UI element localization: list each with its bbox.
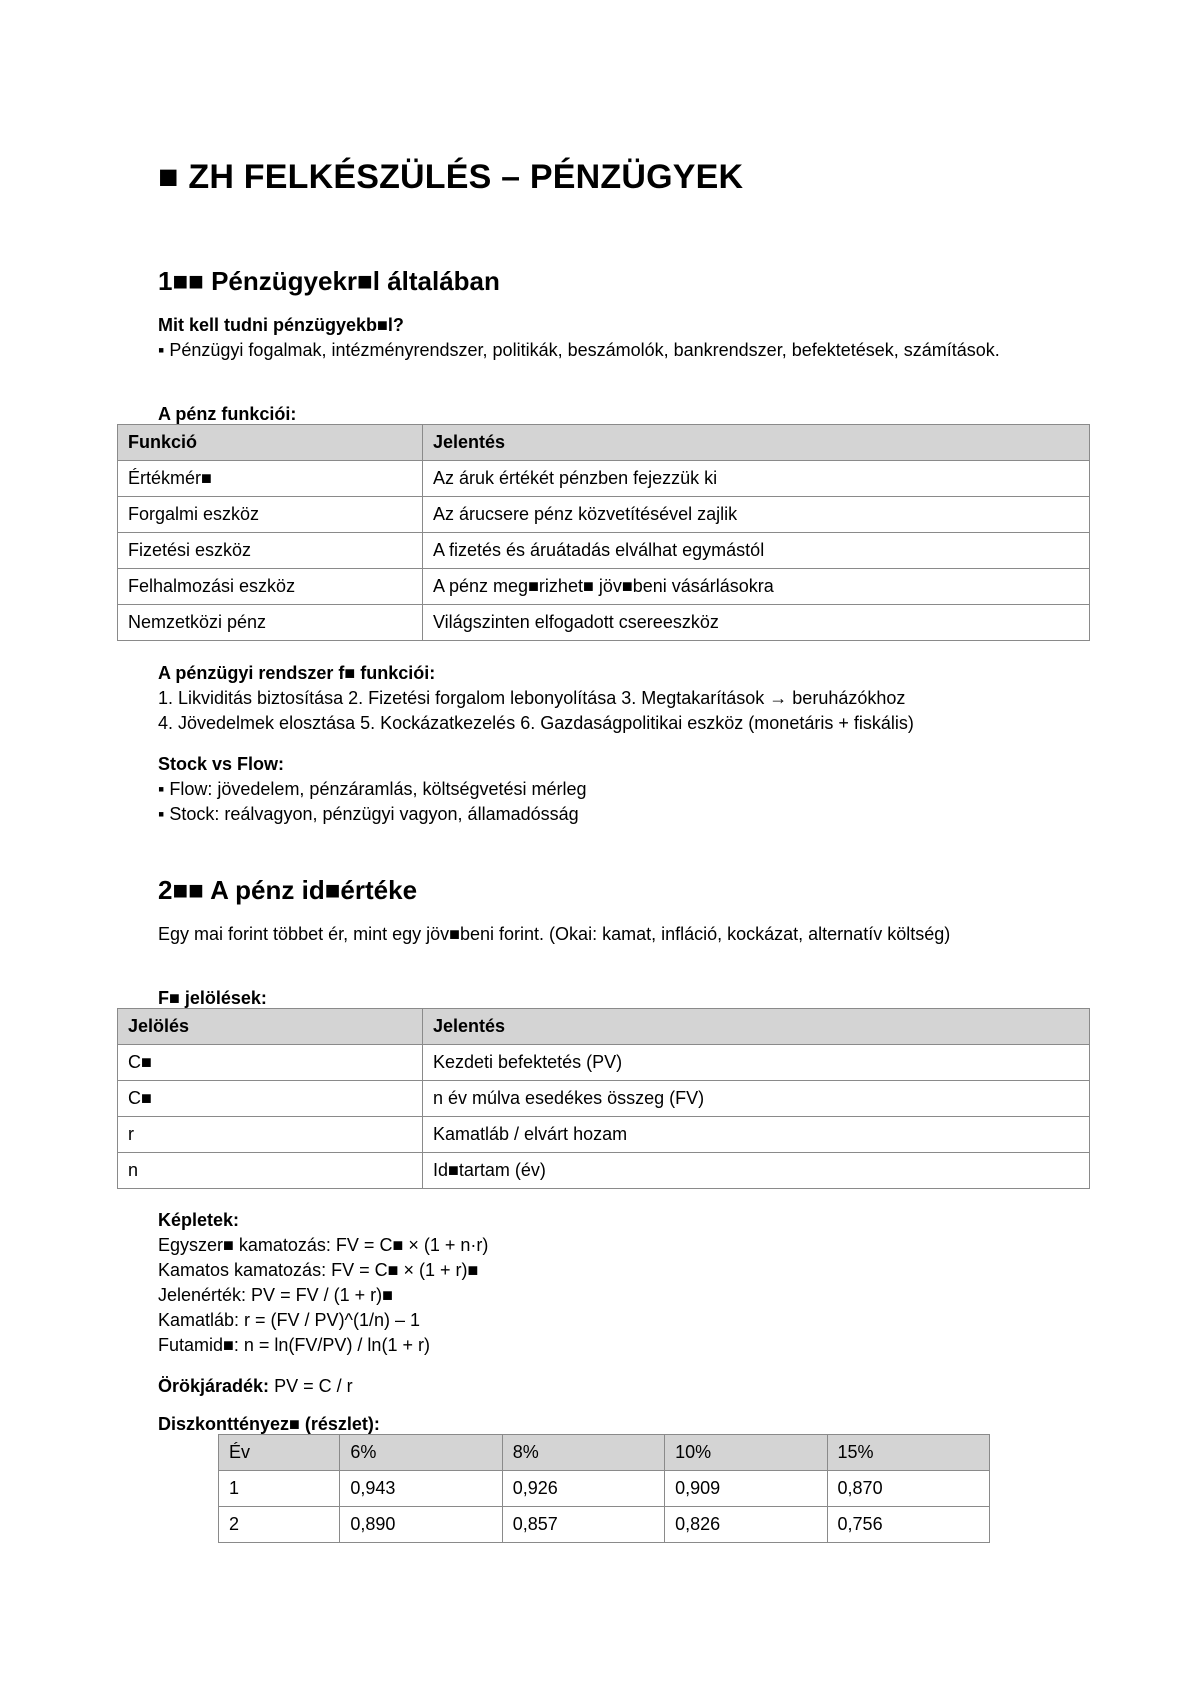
what-to-know-text: ▪ Pénzügyi fogalmak, intézményrendszer, politikák, beszámolók, bankrendszer, befektetések, számítások. — [158, 340, 1000, 360]
formula-line: Egyszer■ kamatozás: FV = C■ × (1 + n·r) — [158, 1235, 489, 1255]
formula-line: Kamatos kamatozás: FV = C■ × (1 + r)■ — [158, 1260, 479, 1280]
header-cell: 15% — [827, 1435, 989, 1471]
perpetuity-formula: PV = C / r — [269, 1376, 353, 1396]
table-cell: 0,909 — [665, 1471, 827, 1507]
time-value-intro: Egy mai forint többet ér, mint egy jöv■beni forint. (Okai: kamat, infláció, kockázat, alternatív költség) — [158, 924, 951, 944]
table-cell: 2 — [219, 1507, 340, 1543]
money-functions-table — [117, 424, 1090, 641]
table-cell: 0,870 — [827, 1471, 989, 1507]
page-title: ■ ZH FELKÉSZÜLÉS – PÉNZÜGYEK — [158, 158, 744, 196]
header-cell: 8% — [502, 1435, 664, 1471]
table-cell: C■ — [118, 1081, 423, 1117]
table-cell: A pénz meg■rizhet■ jöv■beni vásárlásokra — [423, 569, 1090, 605]
formulas-label: Képletek: — [158, 1210, 240, 1230]
discount-factor-label: Diszkonttényez■ (részlet): — [158, 1414, 380, 1434]
table-header-row — [219, 1435, 990, 1471]
table-cell: 0,826 — [665, 1507, 827, 1543]
table-row — [118, 605, 1090, 641]
header-cell: Jelentés — [423, 425, 1090, 461]
table-header-row — [118, 425, 1090, 461]
money-functions-label: A pénz funkciói: — [158, 404, 297, 424]
table-row — [118, 497, 1090, 533]
table-row — [118, 461, 1090, 497]
table-row — [118, 1045, 1090, 1081]
stock-flow-label: Stock vs Flow: — [158, 754, 285, 774]
table-cell: 0,756 — [827, 1507, 989, 1543]
notation-label: F■ jelölések: — [158, 988, 267, 1008]
header-cell: Funkció — [118, 425, 423, 461]
table-cell: Nemzetközi pénz — [118, 605, 423, 641]
table-cell: r — [118, 1117, 423, 1153]
table-cell: Id■tartam (év) — [423, 1153, 1090, 1189]
table-cell: Forgalmi eszköz — [118, 497, 423, 533]
table-cell: 0,943 — [340, 1471, 502, 1507]
table-row — [118, 569, 1090, 605]
financial-system-label: A pénzügyi rendszer f■ funkciói: — [158, 663, 436, 683]
table-cell: Az áruk értékét pénzben fejezzük ki — [423, 461, 1090, 497]
header-cell: Jelölés — [118, 1009, 423, 1045]
financial-system-line-1: 1. Likviditás biztosítása 2. Fizetési forgalom lebonyolítása 3. Megtakarítások → beruházókhoz — [158, 688, 906, 708]
table-cell: 0,890 — [340, 1507, 502, 1543]
formula-line: Futamid■: n = ln(FV/PV) / ln(1 + r) — [158, 1335, 430, 1355]
perpetuity-label: Örökjáradék: — [158, 1376, 270, 1396]
table-cell: n — [118, 1153, 423, 1189]
formula-line: Jelenérték: PV = FV / (1 + r)■ — [158, 1285, 393, 1305]
notation-table — [117, 1008, 1090, 1189]
header-cell: Év — [219, 1435, 340, 1471]
table-cell: C■ — [118, 1045, 423, 1081]
table-cell: Kezdeti befektetés (PV) — [423, 1045, 1090, 1081]
table-row — [118, 1081, 1090, 1117]
table-cell: 0,857 — [502, 1507, 664, 1543]
table-row — [219, 1507, 990, 1543]
what-to-know-label: Mit kell tudni pénzügyekb■l? — [158, 315, 404, 335]
table-cell: Fizetési eszköz — [118, 533, 423, 569]
stock-flow-line-1: ▪ Flow: jövedelem, pénzáramlás, költségvetési mérleg — [158, 779, 587, 799]
financial-system-line-2: 4. Jövedelmek elosztása 5. Kockázatkezelés 6. Gazdaságpolitikai eszköz (monetáris + fiskális) — [158, 713, 914, 733]
section1-heading: 1■■ Pénzügyekr■l általában — [158, 266, 500, 296]
table-cell: n év múlva esedékes összeg (FV) — [423, 1081, 1090, 1117]
table-cell: 1 — [219, 1471, 340, 1507]
table-cell: Az árucsere pénz közvetítésével zajlik — [423, 497, 1090, 533]
table-row — [118, 1117, 1090, 1153]
stock-flow-line-2: ▪ Stock: reálvagyon, pénzügyi vagyon, államadósság — [158, 804, 579, 824]
table-row — [118, 533, 1090, 569]
table-cell: Világszinten elfogadott csereeszköz — [423, 605, 1090, 641]
table-row — [118, 1153, 1090, 1189]
table-cell: 0,926 — [502, 1471, 664, 1507]
table-header-row — [118, 1009, 1090, 1045]
header-cell: 10% — [665, 1435, 827, 1471]
section2-heading: 2■■ A pénz id■értéke — [158, 875, 418, 905]
header-cell: 6% — [340, 1435, 502, 1471]
header-cell: Jelentés — [423, 1009, 1090, 1045]
discount-factor-table — [218, 1434, 990, 1543]
table-row — [219, 1471, 990, 1507]
table-cell: Felhalmozási eszköz — [118, 569, 423, 605]
formula-line: Kamatláb: r = (FV / PV)^(1/n) – 1 — [158, 1310, 421, 1330]
table-cell: A fizetés és áruátadás elválhat egymástól — [423, 533, 1090, 569]
table-cell: Értékmér■ — [118, 461, 423, 497]
table-cell: Kamatláb / elvárt hozam — [423, 1117, 1090, 1153]
perpetuity-line — [158, 1374, 353, 1399]
